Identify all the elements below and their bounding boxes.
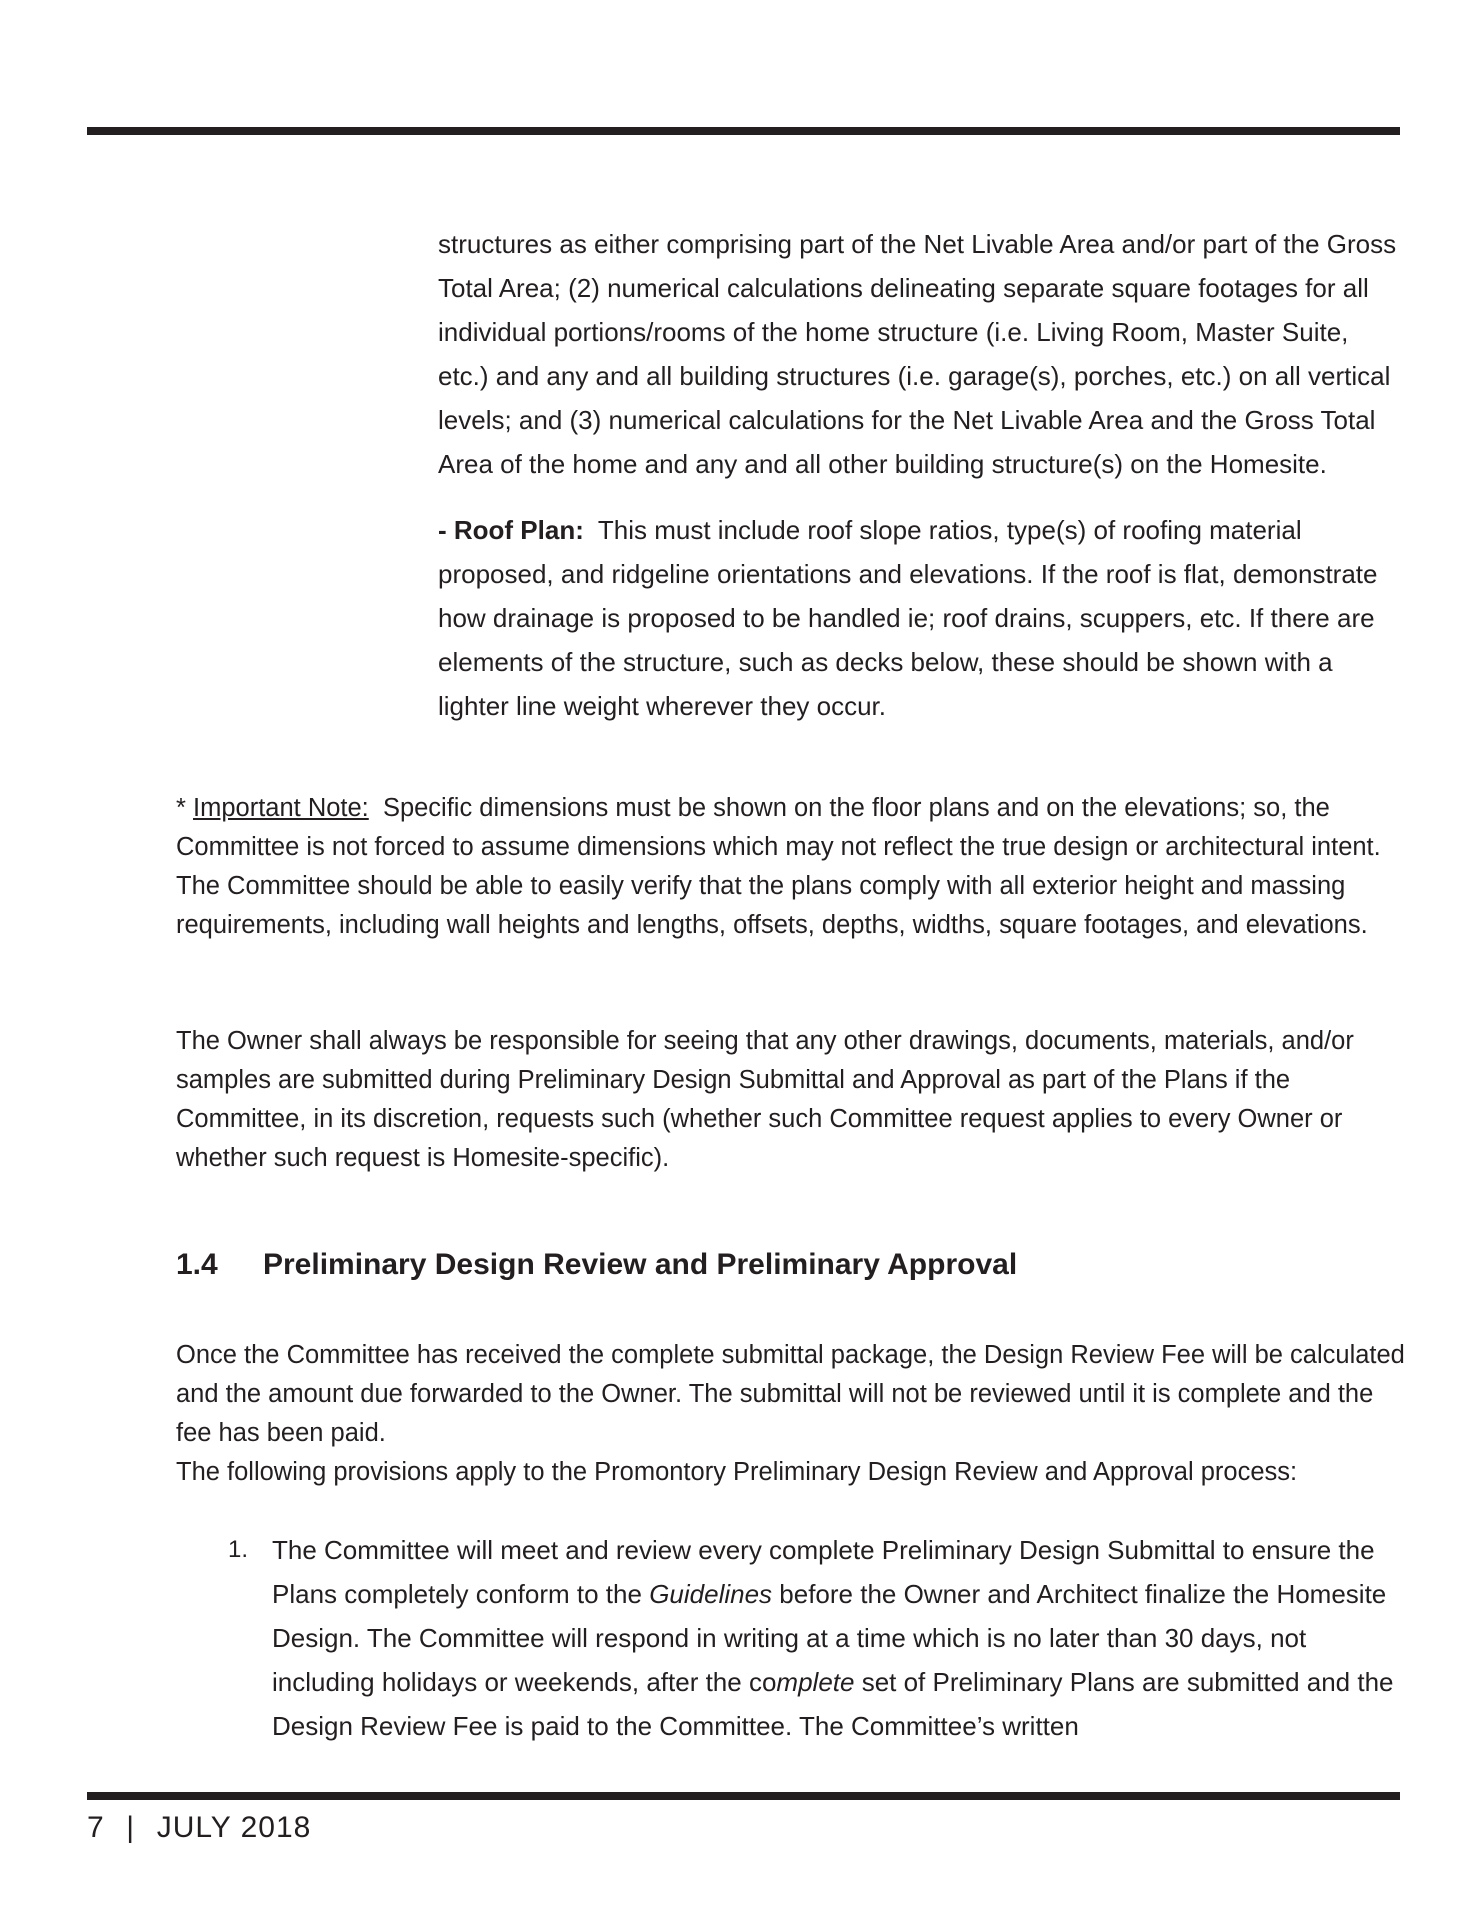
footer-date: JULY 2018	[156, 1811, 312, 1844]
roof-plan-text: This must include roof slope ratios, type(s) of roofing material proposed, and ridgeline orientations and elevations. If the roof is flat, demonstrate how drainage is proposed to be handled ie; roof drains, scuppers, etc. If there are elements of the structure, such as decks below, these should be shown with a lighter line weight wherever they occur.	[438, 515, 1378, 721]
roof-plan-label: - Roof Plan:	[438, 515, 584, 545]
list-item-text: The Committee will meet and review every complete Preliminary Design Submittal to ensure the Plans completely conform to the Guidelines before the Owner and Architect finalize the Homesite Design. The Committee will respond in writing at a time which is no later than 30 days, not including holidays or weekends, after the complete set of Preliminary Plans are submitted and the Design Review Fee is paid to the Committee. The Committee’s written	[272, 1535, 1394, 1741]
list-item-number: 1.	[228, 1536, 249, 1563]
intro-line-1: Once the Committee has received the complete submittal package, the Design Review Fee will be calculated and the amount due forwarded to the Owner. The submittal will not be reviewed until it is complete and the fee has been paid.	[176, 1341, 1405, 1447]
note-prefix: *	[176, 794, 194, 822]
roof-plan-paragraph	[438, 508, 1400, 728]
section-heading	[176, 1248, 1017, 1282]
section-title: Preliminary Design Review and Preliminary Approval	[263, 1248, 1018, 1281]
owner-paragraph	[176, 1022, 1406, 1178]
note-text: Specific dimensions must be shown on the floor plans and on the elevations; so, the Committee is not forced to assume dimensions which may not reflect the true design or architectural intent. The Committee should be able to easily verify that the plans comply with all exterior height and massing requirements, including wall heights and lengths, offsets, depths, widths, square footages, and elevations.	[176, 794, 1381, 939]
important-note	[176, 789, 1406, 945]
indented-section	[438, 222, 1400, 728]
top-rule	[87, 127, 1400, 135]
intro-line-2: The following provisions apply to the Promontory Preliminary Design Review and Approval process:	[176, 1458, 1298, 1486]
bottom-rule	[87, 1792, 1400, 1800]
intro-paragraph	[176, 1336, 1406, 1492]
page-footer	[87, 1811, 311, 1845]
section-number: 1.4	[176, 1248, 218, 1281]
note-label: Important Note:	[193, 794, 369, 822]
provisions-list	[228, 1528, 1404, 1748]
list-item	[228, 1528, 1404, 1748]
owner-paragraph-text: The Owner shall always be responsible for seeing that any other drawings, documents, materials, and/or samples are submitted during Preliminary Design Submittal and Approval as part of the Plans if the Committee, in its discretion, requests such (whether such Committee request applies to every Owner or whether such request is Homesite-specific).	[176, 1027, 1354, 1172]
indented-paragraph: structures as either comprising part of the Net Livable Area and/or part of the Gross Total Area; (2) numerical calculations delineating separate square footages for all individual portions/rooms of the home structure (i.e. Living Room, Master Suite, etc.) and any and all building structures (i.e. garage(s), porches, etc.) on all vertical levels; and (3) numerical calculations for the Net Livable Area and the Gross Total Area of the home and any and all other building structure(s) on the Homesite.	[438, 229, 1397, 479]
footer-separator: |	[126, 1811, 136, 1844]
page-number: 7	[87, 1811, 105, 1844]
